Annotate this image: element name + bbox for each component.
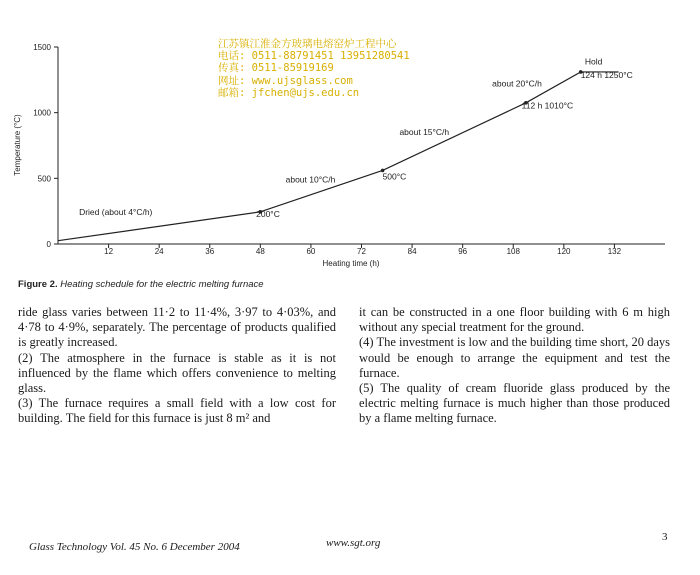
paragraph: (2) The atmosphere in the furnace is stable as it is not influenced by the flame which offers convenience to melting glass. xyxy=(18,350,336,396)
figure-label: Figure 2. xyxy=(18,279,58,290)
y-tick-label: 500 xyxy=(37,174,51,184)
y-tick-label: 1000 xyxy=(33,108,51,118)
chart-annotation: 500°C xyxy=(382,171,407,182)
x-tick-label: 120 xyxy=(557,247,571,256)
y-axis-title: Temperature (°C) xyxy=(13,114,22,176)
chart-annotation: Hold xyxy=(584,56,603,67)
website-footer: www.sgt.org xyxy=(326,537,381,549)
x-tick-label: 96 xyxy=(458,247,468,256)
x-tick-label: 108 xyxy=(506,247,520,256)
stamp-line: 电话: 0511-88791451 13951280541 xyxy=(218,50,410,63)
paragraph: it can be constructed in a one floor building with 6 m high without any special treatment for the ground. xyxy=(359,305,670,335)
journal-footer: Glass Technology Vol. 45 No. 6 December 2004 xyxy=(29,541,240,553)
chart-annotation: 112 h 1010°C xyxy=(521,100,574,111)
stamp-line: 传真: 0511-85919169 xyxy=(218,62,334,75)
body-column-left xyxy=(18,305,336,427)
x-tick-label: 48 xyxy=(255,247,265,256)
paragraph: ride glass varies between 11·2 to 11·4%, 3·97 to 4·03%, and 4·78 to 4·9%, separately. The percentage of products qualified is greatly increased. xyxy=(18,305,336,350)
chart-annotation: Dried (about 4°C/h) xyxy=(79,207,153,218)
contact-stamp xyxy=(218,38,410,99)
stamp-line: 邮箱: jfchen@ujs.edu.cn xyxy=(218,86,360,99)
chart-annotation: 200°C xyxy=(256,209,280,220)
figure-caption-text: Heating schedule for the electric melting furnace xyxy=(60,279,264,290)
x-tick-label: 84 xyxy=(407,247,417,256)
y-tick-label: 0 xyxy=(46,240,51,249)
x-tick-label: 60 xyxy=(306,247,316,256)
stamp-line: 网址: www.ujsglass.com xyxy=(218,74,353,87)
paragraph: (5) The quality of cream fluoride glass produced by the electric melting furnace is much higher than those produced by a flame melting furnace. xyxy=(359,381,670,426)
x-tick-label: 24 xyxy=(154,247,164,256)
page-number: 3 xyxy=(662,531,668,543)
chart-annotation: 124 h 1250°C xyxy=(580,69,633,80)
x-tick-label: 36 xyxy=(205,247,215,256)
body-column-right xyxy=(359,305,670,427)
y-tick-label: 1500 xyxy=(33,43,51,52)
chart-annotation: about 15°C/h xyxy=(399,126,450,137)
x-tick-label: 12 xyxy=(104,247,114,256)
paragraph: (4) The investment is low and the building time short, 20 days would be enough to arrange the equipment and test the furnace. xyxy=(359,335,670,380)
x-axis-title: Heating time (h) xyxy=(322,259,380,268)
figure-caption xyxy=(18,279,264,290)
chart-annotation: about 10°C/h xyxy=(285,174,336,185)
x-tick-label: 72 xyxy=(357,247,366,256)
x-tick-label: 132 xyxy=(607,247,622,256)
paragraph: (3) The furnace requires a small field with a low cost for building. The field for this furnace is just 8 m² and xyxy=(18,396,336,426)
chart-annotation: about 20°C/h xyxy=(492,78,542,89)
stamp-line: 江苏镇江淮金方玻璃电熔窑炉工程中心 xyxy=(218,38,397,50)
